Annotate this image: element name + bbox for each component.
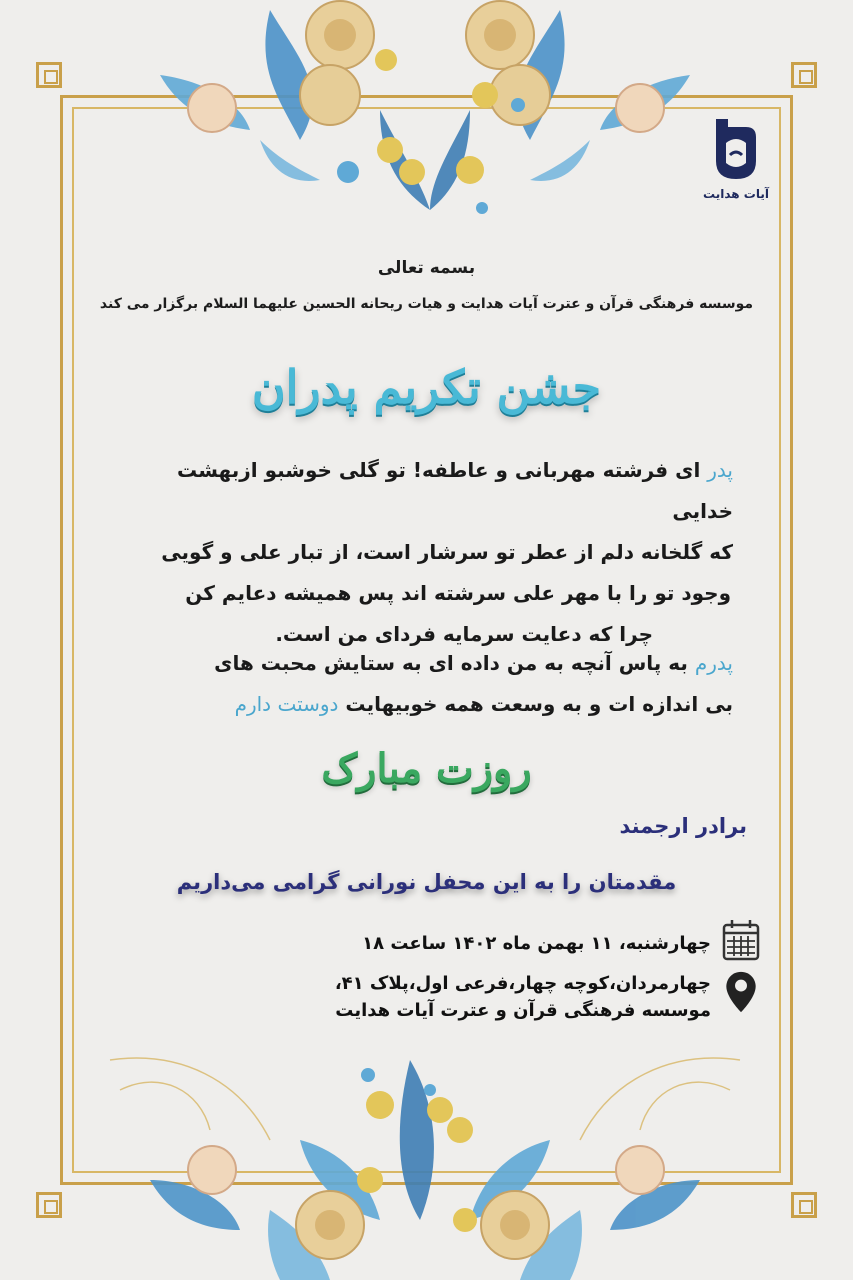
address-line-2: موسسه فرهنگی قرآن و عترت آیات هدایت (335, 1000, 711, 1021)
poem-2-highlight-word: پدرم (694, 651, 733, 675)
event-address-row (335, 970, 761, 1024)
event-address-text (335, 970, 711, 1024)
poem-paragraph-1 (113, 450, 733, 655)
organizer-text: موسسه فرهنگی قرآن و عترت آیات هدایت و هیات ریحانه الحسین علیهما السلام برگزار می کند (99, 296, 754, 312)
event-date-row (362, 918, 761, 962)
event-date-text: چهارشنبه، ۱۱ بهمن ماه ۱۴۰۲ ساعت ۱۸ (362, 933, 711, 954)
poem-1-line-1: پدر ای فرشته مهربانی و عاطفه! تو گلی خوشبو ازبهشت خدایی (177, 458, 733, 523)
location-pin-icon (721, 970, 761, 1014)
salutation-text: برادر ارجمند (619, 814, 747, 838)
logo-text: آیات هدایت (703, 187, 769, 201)
floral-decoration-bottom (0, 1030, 853, 1280)
welcome-text: مقدمتان را به این محفل نورانی گرامی می‌داریم (176, 870, 677, 894)
basmala-heading: بسمه تعالی (377, 258, 476, 278)
poem-2-line-1: پدرم به پاس آنچه به من داده ای به ستایش محبت های (214, 651, 733, 675)
poem-1-line-3: وجود تو را با مهر علی سرشته اند پس همیشه دعایم کن (185, 581, 731, 605)
poem-2-highlight-phrase: دوستت دارم (234, 692, 339, 716)
poem-paragraph-2 (113, 643, 733, 725)
event-title: جشن تکریم پدران (251, 360, 602, 414)
logo-mark-icon (708, 113, 764, 185)
poem-1-highlight-word: پدر (707, 458, 733, 482)
logo (699, 113, 773, 201)
calendar-icon (721, 918, 761, 962)
poem-2-line-2: بی اندازه ات و به وسعت همه خوبیهایت دوستت دارم (234, 692, 733, 716)
address-line-1: چهارمردان،کوچه چهار،فرعی اول،پلاک ۴۱، (334, 973, 711, 994)
poem-1-line-4: چرا که دعایت سرمایه فردای من است. (275, 622, 653, 646)
congrats-heading: روزت مبارک (321, 745, 532, 792)
poem-1-line-2: که گلخانه دلم از عطر تو سرشار است، از تبار علی و گویی (161, 540, 733, 564)
